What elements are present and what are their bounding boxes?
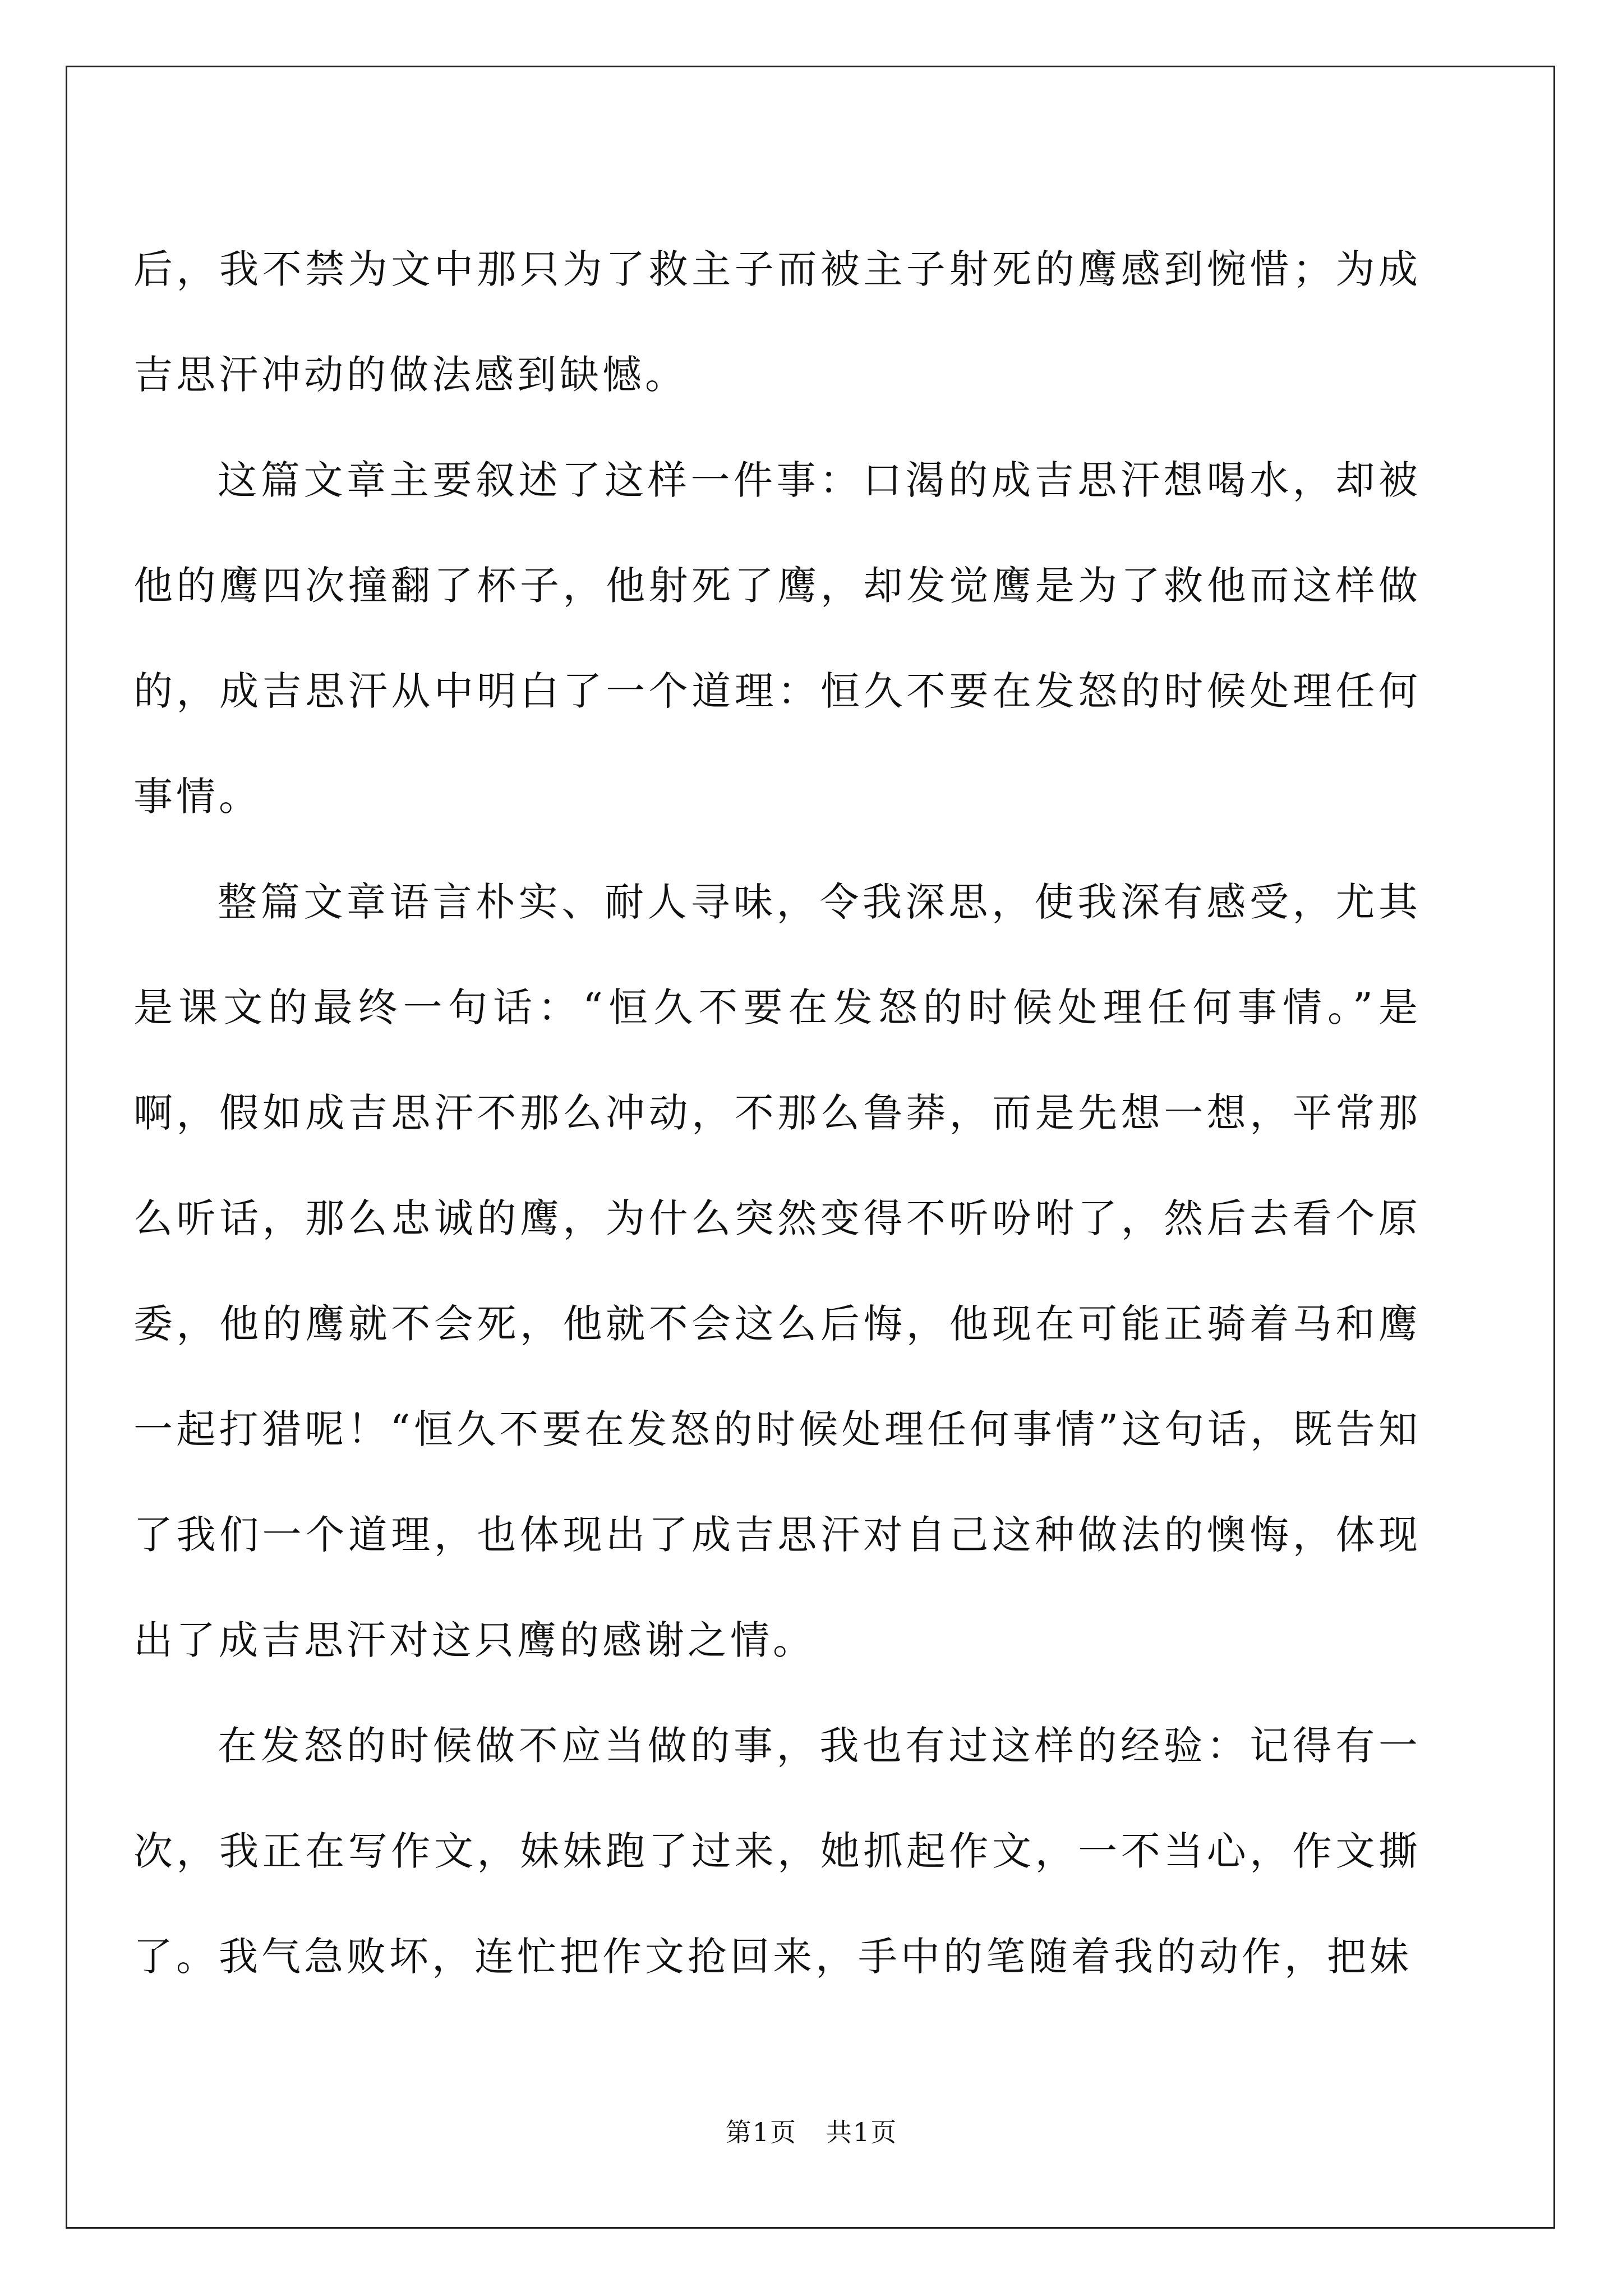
paragraph-continuation: 后，我不禁为文中那只为了救主子而被主子射死的鹰感到惋惜；为成吉思汗冲动的做法感到缺憾。: [133, 246, 1421, 398]
paragraph-reflection: 整篇文章语言朴实、耐人寻味，令我深思，使我深有感受，尤其是课文的最终一句话：“恒久不要在发怒的时候处理任何事情。”是啊，假如成吉思汗不那么冲动，不那么鲁莽，而是先想一想，平常那么听话，那么忠诚的鹰，为什么突然变得不听吩咐了，然后去看个原委，他的鹰就不会死，他就不会这么后悔，他现在可能正骑着马和鹰一起打猎呢！“恒久不要在发怒的时候处理任何事情”这句话，既告知了我们一个道理，也体现出了成吉思汗对自己这种做法的懊悔，体现出了成吉思汗对这只鹰的感谢之情。: [133, 879, 1421, 1663]
page-number: 第1页: [725, 2117, 797, 2147]
document-body: [133, 217, 1421, 2009]
paragraph-summary: 这篇文章主要叙述了这样一件事：口渴的成吉思汗想喝水，却被他的鹰四次撞翻了杯子，他射死了鹰，却发觉鹰是为了救他而这样做的，成吉思汗从中明白了一个道理：恒久不要在发怒的时候处理任何事情。: [133, 457, 1421, 820]
page-total: 共1页: [826, 2117, 898, 2147]
page-footer: [0, 2115, 1623, 2149]
paragraph-personal-experience: 在发怒的时候做不应当做的事，我也有过这样的经验：记得有一次，我正在写作文，妹妹跑了过来，她抓起作文，一不当心，作文撕了。我气急败坏，连忙把作文抢回来，手中的笔随着我的动作，把妹: [133, 1723, 1421, 1980]
